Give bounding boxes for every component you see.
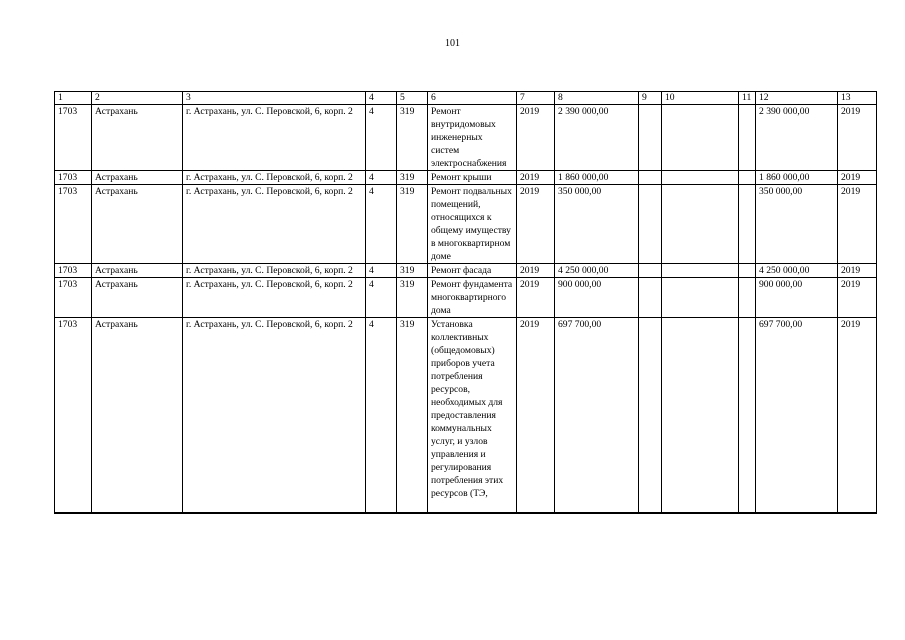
work-type-cell: Ремонт крыши bbox=[428, 171, 517, 185]
column-5-cell: 319 bbox=[397, 278, 428, 318]
column-header: 7 bbox=[517, 92, 555, 105]
column-11-cell bbox=[739, 105, 756, 171]
table-row bbox=[55, 318, 877, 514]
completion-year-cell: 2019 bbox=[838, 278, 877, 318]
work-type-cell: Ремонт внутридомовых инженерных систем электроснабжения bbox=[428, 105, 517, 171]
year-cell: 2019 bbox=[517, 264, 555, 278]
address-cell: г. Астрахань, ул. С. Перовской, 6, корп. 2 bbox=[183, 278, 366, 318]
table-row bbox=[55, 171, 877, 185]
column-5-cell: 319 bbox=[397, 318, 428, 514]
column-10-cell bbox=[662, 264, 739, 278]
column-5-cell: 319 bbox=[397, 105, 428, 171]
column-11-cell bbox=[739, 318, 756, 514]
repair-registry-table bbox=[54, 91, 877, 514]
column-header: 9 bbox=[639, 92, 662, 105]
table-row bbox=[55, 105, 877, 171]
year-cell: 2019 bbox=[517, 278, 555, 318]
completion-year-cell: 2019 bbox=[838, 318, 877, 514]
total-cost-cell: 1 860 000,00 bbox=[756, 171, 838, 185]
work-type-cell: Ремонт фасада bbox=[428, 264, 517, 278]
table-row bbox=[55, 185, 877, 264]
total-cost-cell: 4 250 000,00 bbox=[756, 264, 838, 278]
column-4-cell: 4 bbox=[366, 318, 397, 514]
registry-id-cell: 1703 bbox=[55, 278, 92, 318]
column-9-cell bbox=[639, 318, 662, 514]
work-type-cell bbox=[428, 318, 517, 514]
cost-cell: 900 000,00 bbox=[555, 278, 639, 318]
column-header: 1 bbox=[55, 92, 92, 105]
column-11-cell bbox=[739, 171, 756, 185]
city-cell: Астрахань bbox=[92, 318, 183, 514]
column-9-cell bbox=[639, 105, 662, 171]
year-cell: 2019 bbox=[517, 105, 555, 171]
column-10-cell bbox=[662, 171, 739, 185]
column-11-cell bbox=[739, 264, 756, 278]
column-4-cell: 4 bbox=[366, 105, 397, 171]
table-row bbox=[55, 264, 877, 278]
work-type-text: Установка коллективных (общедомовых) приборов учета потребления ресурсов, необходимых для предоставления коммунальных услуг, и узлов управления и регулирования потребления этих ресурсов (ТЭ, bbox=[431, 319, 504, 499]
cost-cell: 4 250 000,00 bbox=[555, 264, 639, 278]
registry-id-cell: 1703 bbox=[55, 264, 92, 278]
cost-cell: 1 860 000,00 bbox=[555, 171, 639, 185]
column-9-cell bbox=[639, 171, 662, 185]
column-5-cell: 319 bbox=[397, 264, 428, 278]
column-header: 11 bbox=[739, 92, 756, 105]
column-4-cell: 4 bbox=[366, 185, 397, 264]
address-cell: г. Астрахань, ул. С. Перовской, 6, корп. 2 bbox=[183, 264, 366, 278]
table-row bbox=[55, 278, 877, 318]
completion-year-cell: 2019 bbox=[838, 171, 877, 185]
column-4-cell: 4 bbox=[366, 264, 397, 278]
total-cost-cell: 2 390 000,00 bbox=[756, 105, 838, 171]
registry-id-cell: 1703 bbox=[55, 185, 92, 264]
year-cell: 2019 bbox=[517, 185, 555, 264]
registry-id-cell: 1703 bbox=[55, 105, 92, 171]
work-type-cell: Ремонт фундамента многоквартирного дома bbox=[428, 278, 517, 318]
work-type-cell: Ремонт подвальных помещений, относящихся к общему имуществу в многоквартирном доме bbox=[428, 185, 517, 264]
completion-year-cell: 2019 bbox=[838, 105, 877, 171]
address-cell: г. Астрахань, ул. С. Перовской, 6, корп. 2 bbox=[183, 105, 366, 171]
completion-year-cell: 2019 bbox=[838, 264, 877, 278]
total-cost-cell: 350 000,00 bbox=[756, 185, 838, 264]
address-cell: г. Астрахань, ул. С. Перовской, 6, корп. 2 bbox=[183, 318, 366, 514]
year-cell: 2019 bbox=[517, 318, 555, 514]
column-10-cell bbox=[662, 185, 739, 264]
cost-cell: 350 000,00 bbox=[555, 185, 639, 264]
column-header: 5 bbox=[397, 92, 428, 105]
column-10-cell bbox=[662, 318, 739, 514]
city-cell: Астрахань bbox=[92, 185, 183, 264]
city-cell: Астрахань bbox=[92, 105, 183, 171]
column-10-cell bbox=[662, 105, 739, 171]
city-cell: Астрахань bbox=[92, 264, 183, 278]
cost-cell: 697 700,00 bbox=[555, 318, 639, 514]
column-4-cell: 4 bbox=[366, 278, 397, 318]
column-5-cell: 319 bbox=[397, 185, 428, 264]
column-header: 6 bbox=[428, 92, 517, 105]
address-cell: г. Астрахань, ул. С. Перовской, 6, корп. 2 bbox=[183, 185, 366, 264]
year-cell: 2019 bbox=[517, 171, 555, 185]
column-number-header-row bbox=[55, 92, 877, 105]
cost-cell: 2 390 000,00 bbox=[555, 105, 639, 171]
registry-id-cell: 1703 bbox=[55, 318, 92, 514]
column-header: 8 bbox=[555, 92, 639, 105]
column-9-cell bbox=[639, 278, 662, 318]
column-10-cell bbox=[662, 278, 739, 318]
column-11-cell bbox=[739, 278, 756, 318]
column-header: 2 bbox=[92, 92, 183, 105]
column-11-cell bbox=[739, 185, 756, 264]
column-header: 10 bbox=[662, 92, 739, 105]
column-header: 13 bbox=[838, 92, 877, 105]
column-header: 4 bbox=[366, 92, 397, 105]
column-5-cell: 319 bbox=[397, 171, 428, 185]
address-cell: г. Астрахань, ул. С. Перовской, 6, корп. 2 bbox=[183, 171, 366, 185]
completion-year-cell: 2019 bbox=[838, 185, 877, 264]
column-9-cell bbox=[639, 185, 662, 264]
city-cell: Астрахань bbox=[92, 278, 183, 318]
column-header: 12 bbox=[756, 92, 838, 105]
column-4-cell: 4 bbox=[366, 171, 397, 185]
column-header: 3 bbox=[183, 92, 366, 105]
page-number: 101 bbox=[445, 38, 460, 49]
registry-id-cell: 1703 bbox=[55, 171, 92, 185]
total-cost-cell: 697 700,00 bbox=[756, 318, 838, 514]
city-cell: Астрахань bbox=[92, 171, 183, 185]
total-cost-cell: 900 000,00 bbox=[756, 278, 838, 318]
column-9-cell bbox=[639, 264, 662, 278]
